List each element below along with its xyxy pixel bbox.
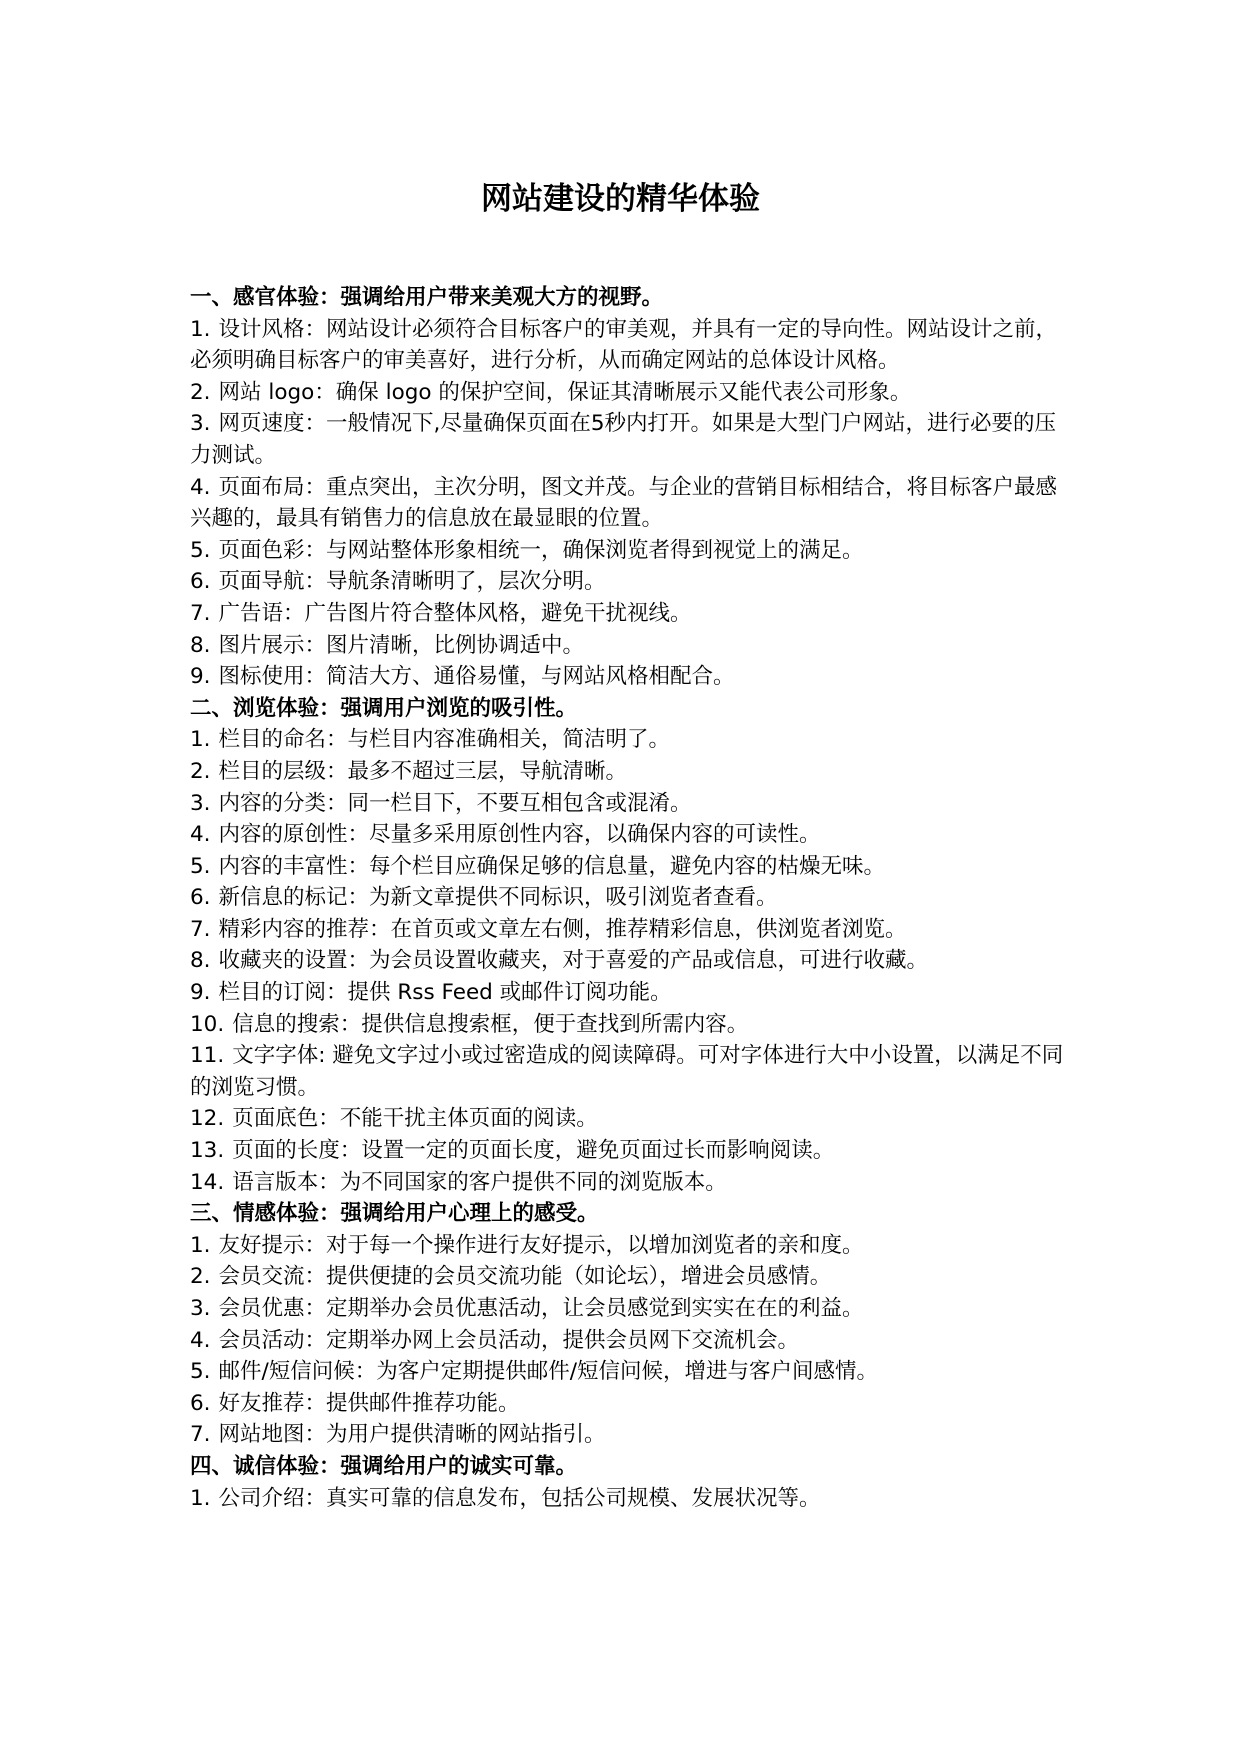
item-number: 13. — [190, 1138, 225, 1164]
item-number: 7. — [190, 916, 211, 942]
document-body — [190, 282, 1070, 1514]
section-heading: 三、情感体验：强调给用户心理上的感受。 — [190, 1201, 599, 1227]
item-number: 4. — [190, 822, 211, 848]
item-text: 精彩内容的推荐：在首页或文章左右侧，推荐精彩信息，供浏览者浏览。 — [218, 916, 907, 942]
item-text: 页面的长度：设置一定的页面长度，避免页面过长而影响阅读。 — [232, 1138, 835, 1164]
item-text: 会员交流：提供便捷的会员交流功能（如论坛），增进会员感情。 — [218, 1264, 832, 1290]
item-number: 5. — [190, 1359, 211, 1385]
item-text: 网站 logo：确保 logo 的保护空间，保证其清晰展示又能代表公司形象。 — [218, 379, 912, 405]
item-text: 页面导航：导航条清晰明了，层次分明。 — [218, 569, 606, 595]
item-text: 设计风格：网站设计必须符合目标客户的审美观，并具有一定的导向性。网站设计之前，必须明确目标客户的审美喜好，进行分析，从而确定网站的总体设计风格。 — [190, 316, 1058, 374]
item-number: 8. — [190, 948, 211, 974]
list-item — [190, 1009, 1070, 1041]
item-text: 图标使用：简洁大方、通俗易懂，与网站风格相配合。 — [218, 664, 735, 690]
list-item — [190, 566, 1070, 598]
item-number: 6. — [190, 885, 211, 911]
item-text: 页面布局：重点突出，主次分明，图文并茂。与企业的营销目标相结合，将目标客户最感兴趣的，最具有销售力的信息放在最显眼的位置。 — [190, 474, 1058, 532]
item-text: 网页速度：一般情况下,尽量确保页面在5秒内打开。如果是大型门户网站，进行必要的压力测试。 — [190, 411, 1057, 468]
section-heading: 二、浏览体验：强调用户浏览的吸引性。 — [190, 695, 578, 721]
item-number: 2. — [190, 379, 211, 405]
item-number: 3. — [190, 411, 211, 437]
item-number: 5. — [190, 853, 211, 879]
item-number: 3. — [190, 790, 211, 816]
list-item — [190, 882, 1070, 914]
item-text: 收藏夹的设置：为会员设置收藏夹，对于喜爱的产品或信息，可进行收藏。 — [218, 948, 929, 974]
list-item — [190, 1261, 1070, 1293]
item-text: 文字字体: 避免文字过小或过密造成的阅读障碍。可对字体进行大中小设置，以满足不同的浏览习惯。 — [190, 1043, 1064, 1100]
list-item — [190, 851, 1070, 883]
list-item — [190, 472, 1070, 535]
list-item — [190, 1040, 1070, 1103]
list-item — [190, 1167, 1070, 1199]
item-number: 4. — [190, 1327, 211, 1353]
list-item — [190, 788, 1070, 820]
item-number: 9. — [190, 980, 211, 1006]
list-item — [190, 1103, 1070, 1135]
list-item — [190, 819, 1070, 851]
list-item — [190, 377, 1070, 409]
list-item — [190, 945, 1070, 977]
item-number: 6. — [190, 1390, 211, 1416]
list-item — [190, 1230, 1070, 1262]
list-item — [190, 1135, 1070, 1167]
list-item — [190, 630, 1070, 662]
item-text: 语言版本：为不同国家的客户提供不同的浏览版本。 — [232, 1169, 727, 1195]
item-text: 页面底色：不能干扰主体页面的阅读。 — [232, 1106, 598, 1132]
item-number: 5. — [190, 537, 211, 563]
section-heading: 一、感官体验：强调给用户带来美观大方的视野。 — [190, 285, 664, 310]
list-item — [190, 408, 1070, 471]
section-heading: 四、诚信体验：强调给用户的诚实可靠。 — [190, 1453, 578, 1479]
item-number: 14. — [190, 1169, 225, 1195]
item-text: 网站地图：为用户提供清晰的网站指引。 — [218, 1422, 606, 1448]
item-number: 7. — [190, 600, 211, 626]
page-title: 网站建设的精华体验 — [481, 180, 760, 217]
item-number: 6. — [190, 569, 211, 595]
list-item — [190, 914, 1070, 946]
item-number: 12. — [190, 1106, 225, 1132]
item-number: 9. — [190, 664, 211, 690]
list-item — [190, 756, 1070, 788]
item-number: 1. — [190, 1485, 211, 1511]
list-item — [190, 1356, 1070, 1388]
item-text: 栏目的命名：与栏目内容准确相关，简洁明了。 — [218, 727, 671, 753]
item-text: 公司介绍：真实可靠的信息发布，包括公司规模、发展状况等。 — [218, 1485, 821, 1511]
item-number: 2. — [190, 758, 211, 784]
item-text: 栏目的层级：最多不超过三层，导航清晰。 — [218, 758, 628, 784]
item-text: 会员优惠：定期举办会员优惠活动，让会员感觉到实实在在的利益。 — [218, 1296, 864, 1321]
item-text: 邮件/短信问候：为客户定期提供邮件/短信问候，增进与客户间感情。 — [218, 1359, 879, 1385]
item-number: 1. — [190, 1232, 211, 1258]
list-item — [190, 1325, 1070, 1357]
item-number: 3. — [190, 1296, 211, 1321]
item-text: 栏目的订阅：提供 Rss Feed 或邮件订阅功能。 — [218, 980, 672, 1006]
list-item — [190, 977, 1070, 1009]
list-item — [190, 724, 1070, 756]
list-item — [190, 1419, 1070, 1451]
item-number: 1. — [190, 316, 211, 342]
list-item — [190, 314, 1070, 377]
item-text: 内容的分类：同一栏目下，不要互相包含或混淆。 — [218, 790, 692, 816]
list-item — [190, 1388, 1070, 1420]
item-number: 4. — [190, 474, 211, 500]
list-item — [190, 1293, 1070, 1325]
item-number: 8. — [190, 632, 211, 658]
item-text: 好友推荐：提供邮件推荐功能。 — [218, 1390, 520, 1416]
item-number: 7. — [190, 1422, 211, 1448]
item-number: 11. — [190, 1043, 225, 1069]
item-text: 会员活动：定期举办网上会员活动，提供会员网下交流机会。 — [218, 1327, 800, 1353]
list-item — [190, 661, 1070, 693]
item-text: 内容的原创性：尽量多采用原创性内容，以确保内容的可读性。 — [218, 822, 821, 848]
list-item — [190, 535, 1070, 567]
item-text: 友好提示：对于每一个操作进行友好提示，以增加浏览者的亲和度。 — [218, 1232, 864, 1258]
item-text: 内容的丰富性：每个栏目应确保足够的信息量，避免内容的枯燥无味。 — [218, 853, 886, 879]
item-text: 页面色彩：与网站整体形象相统一，确保浏览者得到视觉上的满足。 — [218, 537, 864, 563]
item-text: 新信息的标记：为新文章提供不同标识，吸引浏览者查看。 — [218, 885, 778, 911]
item-text: 广告语：广告图片符合整体风格，避免干扰视线。 — [218, 600, 692, 626]
list-item — [190, 598, 1070, 630]
item-number: 10. — [190, 1011, 225, 1037]
list-item — [190, 1483, 1070, 1515]
item-text: 信息的搜索：提供信息搜索框，便于查找到所需内容。 — [232, 1011, 749, 1037]
item-text: 图片展示：图片清晰，比例协调适中。 — [218, 632, 585, 658]
item-number: 1. — [190, 727, 211, 753]
item-number: 2. — [190, 1264, 211, 1290]
